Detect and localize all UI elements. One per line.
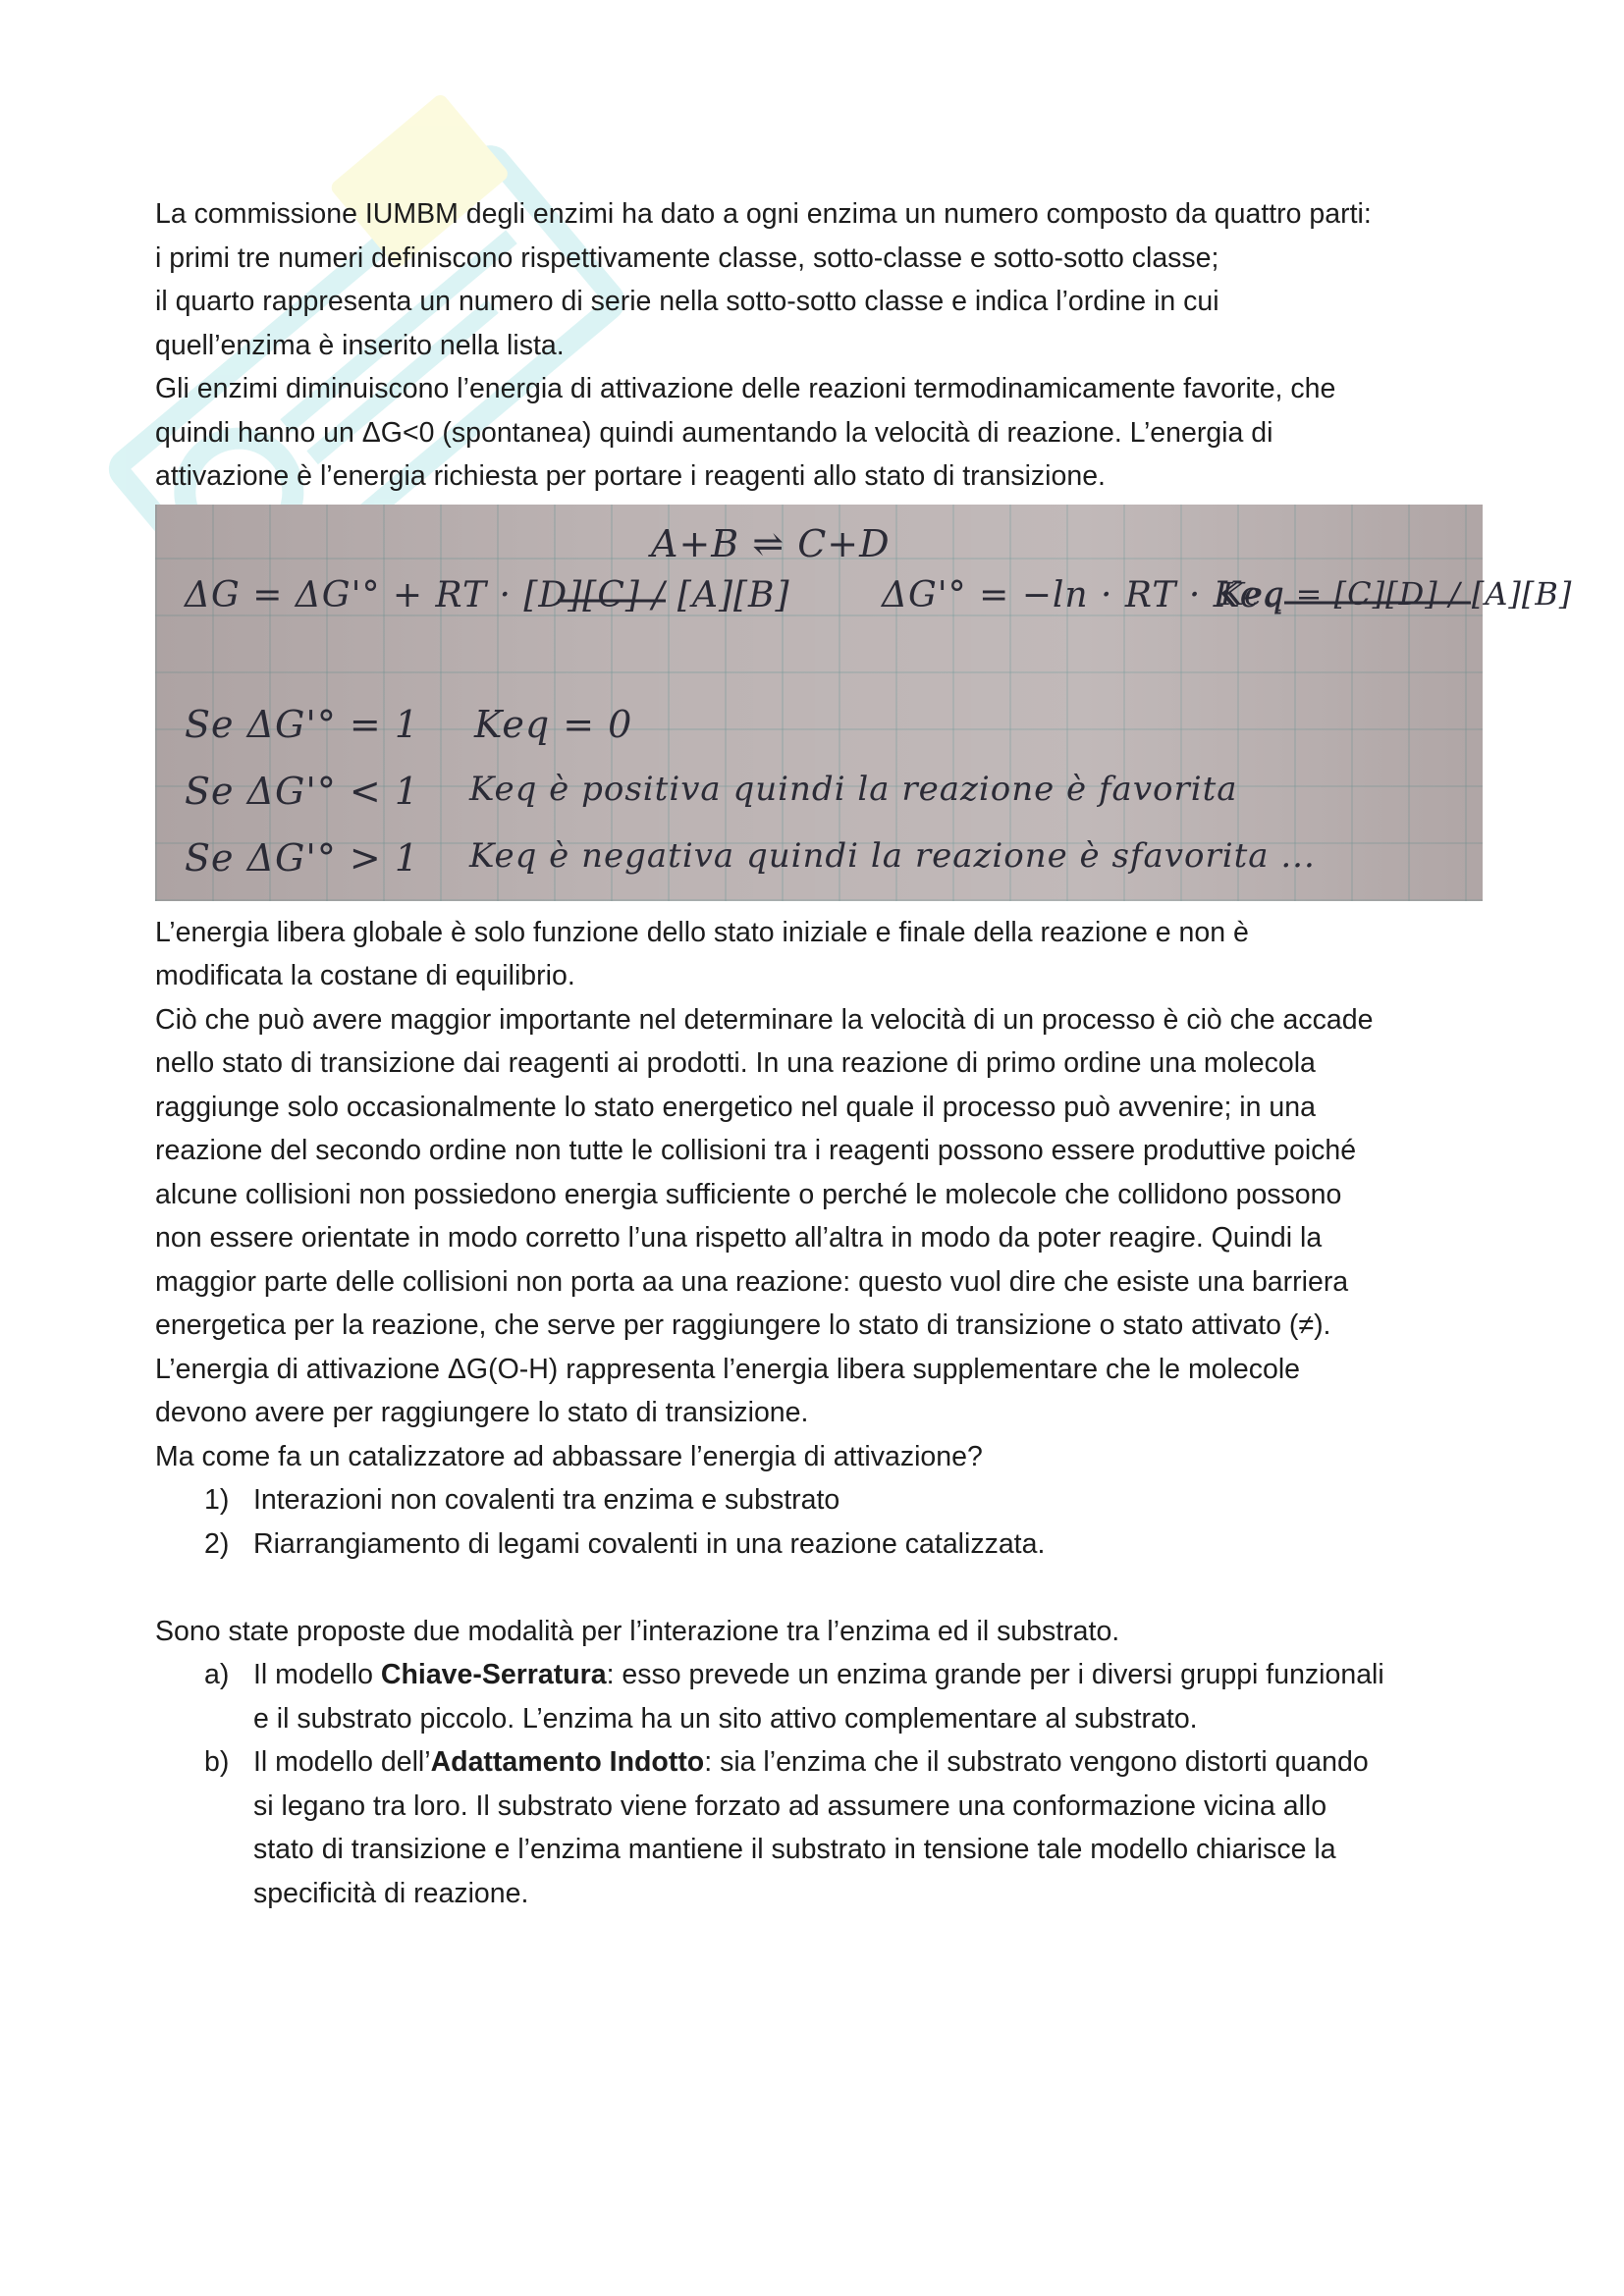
intro-line: quell’enzima è inserito nella lista. — [155, 329, 565, 361]
standard-gibbs-equation: ΔG'° = −ln · RT · Keq — [882, 574, 1285, 615]
list-text: Riarrangiamento di legami covalenti in una reazione catalizzata. — [253, 1527, 1046, 1560]
case-2-result: Keq è positiva quindi la reazione è favorita — [469, 769, 1238, 809]
list-text — [253, 1653, 1483, 1740]
intro-line: i primi tre numeri definiscono rispettivamente classe, sotto-classe e sotto-sotto classe; — [155, 241, 1219, 274]
body-line: devono avere per raggiungere lo stato di transizione. — [155, 1397, 809, 1428]
model-desc-line: specificità di reazione. — [253, 1877, 529, 1909]
gibbs-equation: ΔG = ΔG'° + RT · [D][C] / [A][B] — [185, 574, 790, 615]
case-3-result: Keq è negativa quindi la reazione è sfavorita ... — [469, 835, 1316, 876]
model-desc-line: : esso prevede un enzima grande per i diversi gruppi funzionali — [606, 1659, 1384, 1690]
list-item — [155, 1522, 1483, 1567]
model-name: Adattamento Indotto — [430, 1746, 705, 1778]
lettered-list — [155, 1653, 1483, 1915]
body-line: Ma come fa un catalizzatore ad abbassare l’energia di attivazione? — [155, 1440, 983, 1472]
intro-line: quindi hanno un ΔG<0 (spontanea) quindi aumentando la velocità di reazione. L’energia di — [155, 416, 1273, 449]
list-text — [253, 1740, 1483, 1915]
handwritten-notes-photo — [155, 505, 1573, 901]
model-prefix: Il modello dell’ — [253, 1746, 431, 1778]
case-1-condition: Se ΔG'° = 1 — [185, 702, 420, 746]
blank-line — [155, 1566, 1483, 1610]
body-line: L’energia di attivazione ΔG(O-H) rappresenta l’energia libera supplementare che le molecole — [155, 1353, 1300, 1385]
list-item-adattamento-indotto — [155, 1740, 1483, 1915]
body-line: alcune collisioni non possiedono energia sufficiente o perché le molecole che collidono possono — [155, 1178, 1342, 1210]
body-line: maggior parte delle collisioni non porta aa una reazione: questo vuol dire che esiste una barriera — [155, 1265, 1349, 1298]
model-desc-line: e il substrato piccolo. L’enzima ha un sito attivo complementare al substrato. — [253, 1702, 1198, 1735]
body-line: non essere orientate in modo corretto l’una rispetto all’altra in modo da poter reagire. Quindi la — [155, 1222, 1323, 1254]
body-line: modificata la costane di equilibrio. — [155, 960, 575, 991]
list-marker: 2) — [204, 1527, 230, 1560]
intro-paragraph — [155, 192, 1483, 499]
model-desc-line: stato di transizione e l’enzima mantiene il substrato in tensione tale modello chiarisce la — [253, 1834, 1336, 1865]
list-marker: 1) — [204, 1484, 230, 1516]
intro-line: attivazione è l’energia richiesta per portare i reagenti allo stato di transizione. — [155, 460, 1106, 492]
body-line: nello stato di transizione dai reagenti ai prodotti. In una reazione di primo ordine una molecola — [155, 1047, 1316, 1079]
model-desc-line: si legano tra loro. Il substrato viene forzato ad assumere una conformazione vicina allo — [253, 1789, 1327, 1822]
body-line: energetica per la reazione, che serve per raggiungere lo stato di transizione o stato attivato (≠). — [155, 1309, 1331, 1341]
model-desc-line: : sia l’enzima che il substrato vengono distorti quando — [704, 1746, 1369, 1778]
document-page — [155, 192, 1573, 1915]
intro-line: il quarto rappresenta un numero di serie nella sotto-sotto classe e indica l’ordine in cui — [155, 286, 1219, 317]
list-item — [155, 1478, 1483, 1522]
models-intro: Sono state proposte due modalità per l’interazione tra l’enzima ed il substrato. — [155, 1615, 1120, 1647]
list-text: Interazioni non covalenti tra enzima e substrato — [253, 1484, 840, 1516]
body-line: L’energia libera globale è solo funzione dello stato iniziale e finale della reazione e non è — [155, 916, 1249, 948]
model-name: Chiave-Serratura — [380, 1659, 607, 1690]
case-2-condition: Se ΔG'° < 1 — [185, 769, 420, 813]
intro-line: La commissione IUMBM degli enzimi ha dato a ogni enzima un numero composto da quattro parti: — [155, 198, 1372, 230]
case-3-condition: Se ΔG'° > 1 — [185, 835, 420, 880]
list-marker: b) — [204, 1746, 230, 1778]
body-paragraph — [155, 911, 1483, 1479]
case-1-result: Keq = 0 — [474, 702, 633, 746]
reaction-equation: A+B ⇌ C+D — [651, 521, 891, 565]
body-line: reazione del secondo ordine non tutte le collisioni tra i reagenti possono essere produttive poiché — [155, 1135, 1357, 1166]
numbered-list — [155, 1478, 1483, 1566]
model-prefix: Il modello — [253, 1659, 381, 1690]
body-line: Ciò che può avere maggior importante nel determinare la velocità di un processo è ciò che accade — [155, 1003, 1374, 1036]
keq-equation: Keq = [C][D] / [A][B] — [1220, 574, 1573, 613]
list-item-chiave-serratura — [155, 1653, 1483, 1740]
body-line: raggiunge solo occasionalmente lo stato energetico nel quale il processo può avvenire; in una — [155, 1091, 1316, 1123]
intro-line: Gli enzimi diminuiscono l’energia di attivazione delle reazioni termodinamicamente favorite, che — [155, 373, 1336, 404]
list-marker: a) — [204, 1659, 230, 1690]
